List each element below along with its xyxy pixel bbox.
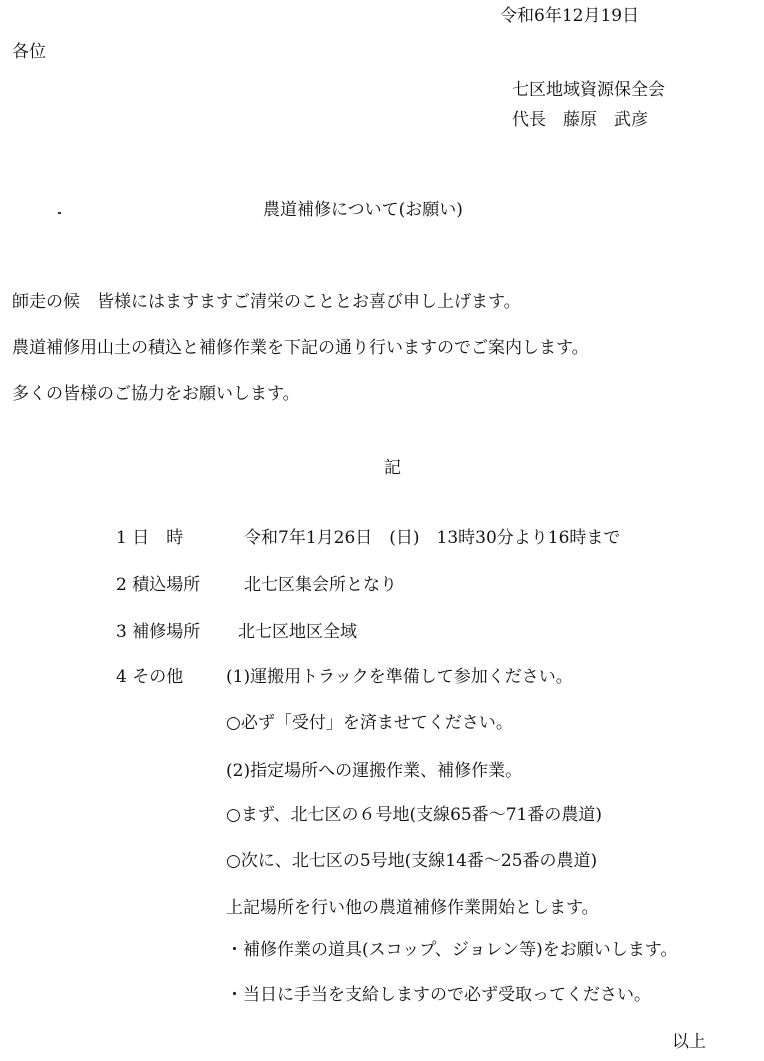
item-4-line-6: 上記場所を行い他の農道補修作業開始とします。 <box>226 898 599 918</box>
closing: 以上 <box>672 1032 706 1052</box>
body-line-2: 農道補修用山土の積込と補修作業を下記の通り行いますのでご案内します。 <box>12 338 589 358</box>
item-4-line-2: ○必ず「受付」を済ませてください。 <box>226 713 513 733</box>
item-4-line-5: ○次に、北七区の5号地(支線14番～25番の農道) <box>226 851 598 871</box>
item-4-line-7: ・補修作業の道具(スコップ、ジョレン等)をお願いします。 <box>226 940 678 960</box>
item-4-line-4: ○まず、北七区の６号地(支線65番～71番の農道) <box>226 805 603 825</box>
item-4-line-1: (1)運搬用トラックを準備して参加ください。 <box>226 667 573 687</box>
item-3-label: 3 補修場所 <box>116 622 201 642</box>
item-4-label: 4 その他 <box>116 667 184 687</box>
document-date: 令和6年12月19日 <box>500 6 640 26</box>
document-title: 農道補修について(お願い) <box>263 200 463 220</box>
sender-representative: 代長 藤原 武彦 <box>512 110 648 130</box>
sender-organization: 七区地域資源保全会 <box>512 80 665 100</box>
body-line-1: 師走の候 皆様にはますますご清栄のこととお喜び申し上げます。 <box>12 292 521 312</box>
item-3-value: 北七区地区全域 <box>238 622 357 642</box>
item-2-label: 2 積込場所 <box>116 575 201 595</box>
ki-heading: 記 <box>384 458 401 478</box>
item-4-line-3: (2)指定場所への運搬作業、補修作業。 <box>226 761 523 781</box>
stray-dot <box>58 212 61 214</box>
item-4-line-8: ・当日に手当を支給しますので必ず受取ってください。 <box>226 985 651 1005</box>
body-line-3: 多くの皆様のご協力をお願いします。 <box>12 384 300 404</box>
item-1-label: 1 日 時 <box>116 528 184 548</box>
recipient: 各位 <box>12 42 46 62</box>
item-2-value: 北七区集会所となり <box>244 575 397 595</box>
item-1-value: 令和7年1月26日 (日) 13時30分より16時まで <box>244 528 621 548</box>
